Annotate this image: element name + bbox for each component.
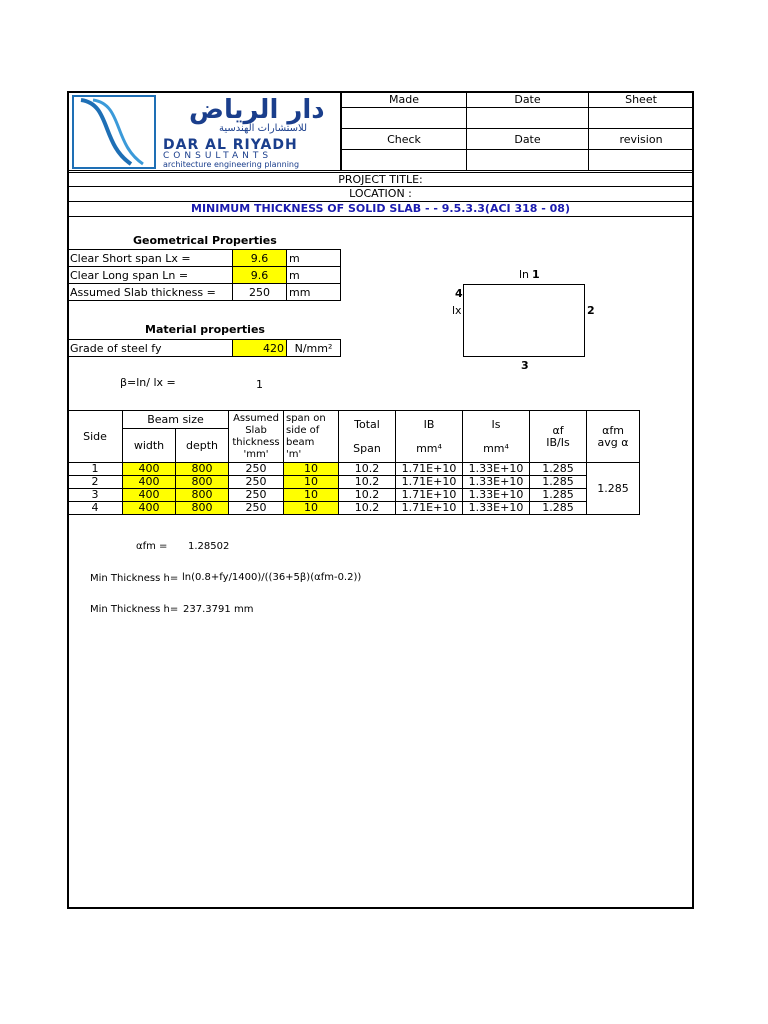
row-is: 1.33E+10 (463, 489, 530, 502)
side-3-label: 3 (521, 359, 529, 372)
row-depth[interactable]: 800 (176, 476, 229, 489)
logo-arabic-sub: للاستشارات الهندسية (219, 123, 308, 134)
formula-label: Min Thickness h= (90, 573, 179, 584)
row-af: 1.285 (530, 502, 587, 515)
afm-value: 1.28502 (188, 541, 230, 552)
made-label: Made (342, 92, 467, 108)
afm-label: αfm = (136, 541, 168, 552)
h-is-2: mm⁴ (483, 441, 509, 455)
revision-label: revision (589, 129, 694, 150)
formula: ln(0.8+fy/1400)/((36+5β)(αfm-0.2)) (182, 572, 362, 583)
lx-label: Clear Short span Lx = (68, 250, 233, 267)
row-side: 3 (68, 489, 123, 502)
row-width[interactable]: 400 (123, 502, 176, 515)
h-span-1: span on (286, 412, 326, 424)
date2-label: Date (467, 129, 589, 150)
h-ib-1: IB (423, 417, 435, 431)
slab-unit: mm (287, 284, 341, 301)
h-span-2: side of (286, 424, 320, 436)
date-value[interactable] (467, 108, 589, 129)
h-af (530, 411, 587, 463)
h-is (463, 411, 530, 463)
row-slab: 250 (229, 476, 284, 489)
row-width[interactable]: 400 (123, 476, 176, 489)
table-row (68, 250, 341, 267)
h-afm-1: αfm (602, 423, 624, 437)
fy-unit: N/mm² (287, 340, 341, 357)
beta-label: β=ln/ lx = (120, 376, 176, 389)
table-row (68, 284, 341, 301)
sheet-label: Sheet (589, 92, 694, 108)
slab-label: Assumed Slab thickness = (68, 284, 233, 301)
h-total-1: Total (354, 417, 380, 431)
result-value: 237.3791 (183, 604, 231, 615)
row-slab: 250 (229, 502, 284, 515)
h-span-4: 'm' (286, 448, 302, 460)
side-2-label: 2 (587, 304, 595, 317)
row-side: 2 (68, 476, 123, 489)
fy-value[interactable]: 420 (233, 340, 287, 357)
beam-table (67, 410, 640, 515)
table-row (68, 267, 341, 284)
row-ib: 1.71E+10 (396, 489, 463, 502)
h-af-1: αf (552, 423, 564, 437)
ln-unit: m (287, 267, 341, 284)
material-title: Material properties (145, 323, 265, 336)
h-beam-size: Beam size (123, 411, 229, 429)
h-ib (396, 411, 463, 463)
panel-diagram (463, 284, 585, 357)
header-grid (341, 91, 694, 171)
table-row (68, 489, 640, 502)
date-label: Date (467, 92, 589, 108)
row-total: 10.2 (339, 502, 396, 515)
row-total: 10.2 (339, 476, 396, 489)
row-width[interactable]: 400 (123, 489, 176, 502)
row-side: 1 (68, 463, 123, 476)
h-depth: depth (176, 429, 229, 463)
row-span[interactable]: 10 (284, 476, 339, 489)
h-slab-2: Slab (245, 424, 267, 436)
beta-value: 1 (256, 378, 263, 391)
project-title: PROJECT TITLE: (67, 172, 694, 187)
h-afm-2: avg α (597, 435, 629, 449)
logo-consultants: CONSULTANTS (163, 151, 273, 161)
check-value[interactable] (342, 150, 467, 171)
h-total (339, 411, 396, 463)
material-table (67, 339, 341, 357)
logo-mark-icon (71, 94, 157, 170)
logo-tagline: architecture engineering planning (163, 160, 300, 169)
side-4-label: 4 (455, 287, 463, 300)
h-total-2: Span (353, 441, 381, 455)
h-afm (587, 411, 640, 463)
row-total: 10.2 (339, 463, 396, 476)
date2-value[interactable] (467, 150, 589, 171)
logo-arabic-name: دار الرياض (189, 95, 325, 125)
h-side: Side (68, 411, 123, 463)
logo-name: DAR AL RIYADH (163, 137, 298, 153)
row-width[interactable]: 400 (123, 463, 176, 476)
row-af: 1.285 (530, 463, 587, 476)
row-slab: 250 (229, 463, 284, 476)
ln-value[interactable]: 9.6 (233, 267, 287, 284)
table-row (68, 476, 640, 489)
table-row (68, 463, 640, 476)
row-span[interactable]: 10 (284, 502, 339, 515)
row-ib: 1.71E+10 (396, 476, 463, 489)
h-slab-1: Assumed (233, 412, 279, 424)
h-span-3: beam (286, 436, 315, 448)
avg-alpha: 1.285 (587, 463, 640, 515)
result-label: Min Thickness h= (90, 604, 179, 615)
table-row (68, 502, 640, 515)
row-span[interactable]: 10 (284, 463, 339, 476)
row-depth[interactable]: 800 (176, 489, 229, 502)
logo (69, 93, 341, 171)
ln-label: Clear Long span Ln = (68, 267, 233, 284)
row-side: 4 (68, 502, 123, 515)
location: LOCATION : (67, 187, 694, 202)
slab-value[interactable]: 250 (233, 284, 287, 301)
check-label: Check (342, 129, 467, 150)
revision-value[interactable] (589, 150, 694, 171)
lx-unit: m (287, 250, 341, 267)
row-is: 1.33E+10 (463, 502, 530, 515)
ln-diagram-label: ln (519, 268, 530, 281)
row-slab: 250 (229, 489, 284, 502)
row-depth[interactable]: 800 (176, 463, 229, 476)
side-1-label: 1 (532, 268, 540, 281)
h-ib-2: mm⁴ (416, 441, 442, 455)
h-slab-3: thickness (232, 436, 280, 448)
h-is-1: Is (491, 417, 501, 431)
made-value[interactable] (342, 108, 467, 129)
result-unit: mm (234, 604, 254, 615)
row-ib: 1.71E+10 (396, 502, 463, 515)
row-ib: 1.71E+10 (396, 463, 463, 476)
h-af-2: IB/Is (546, 435, 570, 449)
h-slab-4: 'mm' (243, 448, 269, 460)
row-total: 10.2 (339, 489, 396, 502)
lx-value[interactable]: 9.6 (233, 250, 287, 267)
geom-title: Geometrical Properties (133, 234, 277, 247)
h-slab (229, 411, 284, 463)
table-row (68, 340, 341, 357)
sheet-title: MINIMUM THICKNESS OF SOLID SLAB - - 9.5.3.3(ACI 318 - 08) (67, 202, 694, 217)
h-width: width (123, 429, 176, 463)
lx-diagram-label: lx (452, 304, 462, 317)
row-is: 1.33E+10 (463, 476, 530, 489)
row-af: 1.285 (530, 489, 587, 502)
fy-label: Grade of steel fy (68, 340, 233, 357)
row-af: 1.285 (530, 476, 587, 489)
row-span[interactable]: 10 (284, 489, 339, 502)
geom-table (67, 249, 341, 301)
sheet-value[interactable] (589, 108, 694, 129)
row-is: 1.33E+10 (463, 463, 530, 476)
row-depth[interactable]: 800 (176, 502, 229, 515)
h-span (284, 411, 339, 463)
